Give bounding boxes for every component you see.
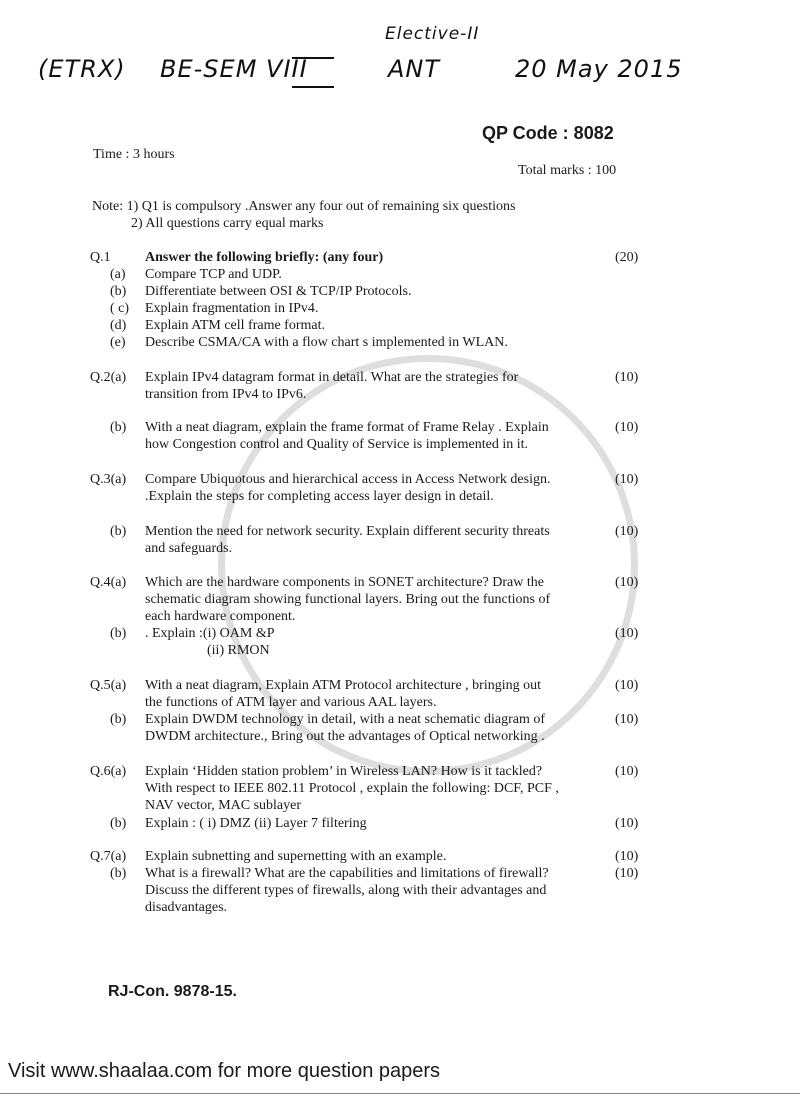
question-text-line: With a neat diagram, explain the frame format of Frame Relay . Explain <box>145 420 549 435</box>
handwritten-date: 20 May 2015 <box>515 55 683 83</box>
question-marks: (10) <box>615 575 639 590</box>
question-text-line: schematic diagram showing functional layers. Bring out the functions of <box>145 592 551 607</box>
sub-question: Explain ATM cell frame format. <box>145 318 325 333</box>
question-label: (b) <box>110 712 127 727</box>
question-text-line: NAV vector, MAC sublayer <box>145 798 302 813</box>
question-text-line: With a neat diagram, Explain ATM Protocol architecture , bringing out <box>145 678 541 693</box>
question-marks: (10) <box>615 849 639 864</box>
question-text-line: .Explain the steps for completing access layer design in detail. <box>145 489 494 504</box>
question-text-line: Explain DWDM technology in detail, with a neat schematic diagram of <box>145 712 546 727</box>
question-marks: (10) <box>615 370 639 385</box>
question-text-line: transition from IPv4 to IPv6. <box>145 387 307 402</box>
question-text-line: each hardware component. <box>145 609 296 624</box>
question-text-line: What is a firewall? What are the capabilities and limitations of firewall? <box>145 866 549 881</box>
handwritten-branch: (ETRX) <box>38 55 126 83</box>
sub-question: Compare TCP and UDP. <box>145 267 282 282</box>
question-text-line: Compare Ubiquotous and hierarchical access in Access Network design. <box>145 472 551 487</box>
question-text-line: DWDM architecture., Bring out the advantages of Optical networking . <box>145 729 545 744</box>
question-label: Q.7(a) <box>90 849 127 864</box>
note-line-1: Note: 1) Q1 is compulsory .Answer any four out of remaining six questions <box>92 199 516 214</box>
sub-label: (a) <box>110 267 126 282</box>
question-heading: Answer the following briefly: (any four) <box>145 250 384 265</box>
question-text-line: Explain subnetting and supernetting with an example. <box>145 849 447 864</box>
question-label: (b) <box>110 524 127 539</box>
handwritten-elective: Elective-II <box>385 24 480 44</box>
question-label: (b) <box>110 866 127 881</box>
question-label: Q.1 <box>90 250 111 265</box>
question-text-line: Explain IPv4 datagram format in detail. What are the strategies for <box>145 370 519 385</box>
question-label: (b) <box>110 626 127 641</box>
semester-overline <box>292 57 334 59</box>
question-text-line: (ii) RMON <box>207 643 270 658</box>
bottom-rule <box>0 1093 800 1094</box>
question-label: Q.3(a) <box>90 472 127 487</box>
question-marks: (10) <box>615 472 639 487</box>
question-label: (b) <box>110 420 127 435</box>
question-label: Q.5(a) <box>90 678 127 693</box>
question-label: (b) <box>110 816 127 831</box>
handwritten-subject: ANT <box>388 55 441 83</box>
handwritten-semester: BE-SEM VIII <box>160 55 308 83</box>
sub-question: Describe CSMA/CA with a flow chart s implemented in WLAN. <box>145 335 508 350</box>
sub-label: (e) <box>110 335 126 350</box>
question-text-line: . Explain :(i) OAM &P <box>145 626 275 641</box>
question-text-line: and safeguards. <box>145 541 233 556</box>
sub-label: ( c) <box>110 301 130 316</box>
sub-question: Differentiate between OSI & TCP/IP Protocols. <box>145 284 412 299</box>
total-marks: Total marks : 100 <box>518 163 617 178</box>
footer-visit-link[interactable]: Visit www.shaalaa.com for more question papers <box>8 1060 441 1082</box>
note-line-2: 2) All questions carry equal marks <box>131 216 324 231</box>
question-marks: (10) <box>615 816 639 831</box>
question-label: Q.6(a) <box>90 764 127 779</box>
question-text-line: With respect to IEEE 802.11 Protocol , explain the following: DCF, PCF , <box>145 781 559 796</box>
sub-label: (d) <box>110 318 127 333</box>
question-marks: (20) <box>615 250 639 265</box>
exam-time: Time : 3 hours <box>93 147 175 162</box>
question-marks: (10) <box>615 678 639 693</box>
question-label: Q.2(a) <box>90 370 127 385</box>
question-marks: (10) <box>615 866 639 881</box>
semester-underline <box>292 86 334 88</box>
sub-label: (b) <box>110 284 127 299</box>
footer-reference: RJ-Con. 9878-15. <box>108 983 237 1000</box>
question-text-line: disadvantages. <box>145 900 228 915</box>
question-text-line: how Congestion control and Quality of Service is implemented in it. <box>145 437 528 452</box>
question-text-line: Which are the hardware components in SONET architecture? Draw the <box>145 575 544 590</box>
sub-question: Explain fragmentation in IPv4. <box>145 301 319 316</box>
question-label: Q.4(a) <box>90 575 127 590</box>
qp-code: QP Code : 8082 <box>482 123 614 143</box>
question-text-line: the functions of ATM layer and various AAL layers. <box>145 695 437 710</box>
question-text-line: Discuss the different types of firewalls, along with their advantages and <box>145 883 547 898</box>
question-marks: (10) <box>615 626 639 641</box>
question-marks: (10) <box>615 764 639 779</box>
question-text-line: Explain ‘Hidden station problem’ in Wireless LAN? How is it tackled? <box>145 764 543 779</box>
question-text-line: Mention the need for network security. Explain different security threats <box>145 524 550 539</box>
question-marks: (10) <box>615 524 639 539</box>
question-marks: (10) <box>615 420 639 435</box>
question-text-line: Explain : ( i) DMZ (ii) Layer 7 filtering <box>145 816 367 831</box>
question-marks: (10) <box>615 712 639 727</box>
